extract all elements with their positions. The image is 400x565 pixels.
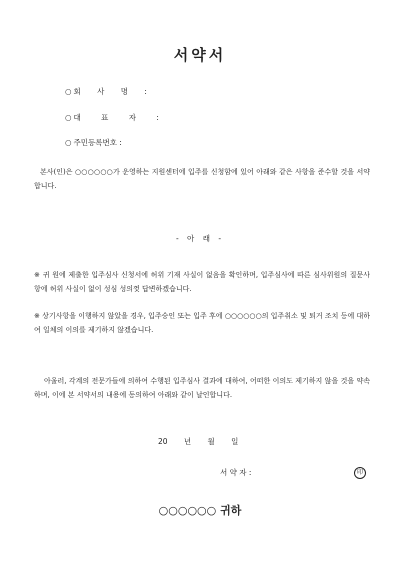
field-bullet: ○ bbox=[65, 138, 72, 147]
field-bullet: ○ bbox=[65, 87, 72, 96]
field-label: 회 사 명 : bbox=[73, 87, 154, 96]
section-heading: - 아 래 - bbox=[175, 234, 225, 243]
field-label: 주민등록번호 : bbox=[73, 138, 122, 147]
field-bullet: ○ bbox=[65, 113, 72, 122]
resident-number-field bbox=[65, 137, 122, 148]
seal-icon: 印 bbox=[354, 467, 366, 479]
pledge-item: ※ 귀 원에 제출한 입주심사 신청서에 허위 기재 사실이 없음을 확인하며, 입주심사에 따른 심사위원의 질문사항에 허위 사실이 없이 성심 성의껏 답변하겠습니다. bbox=[34, 271, 370, 293]
representative-field bbox=[65, 112, 168, 123]
field-label: 대 표 자 : bbox=[73, 113, 168, 122]
date-line: 20 년 월 일 bbox=[158, 437, 239, 446]
intro-paragraph: 본사(인)은 ○○○○○○가 운영하는 지원센터에 입주를 신청함에 있어 아래와 같은 사항을 준수할 것을 서약합니다. bbox=[34, 168, 370, 190]
addressee: ○○○○○○ 귀하 bbox=[158, 504, 242, 517]
closing-paragraph: 아울러, 각계의 전문가들에 의하여 수행된 입주심사 결과에 대하여, 어떠한 이의도 제기하지 않을 것을 약속하며, 이에 본 서약서의 내용에 동의하여 아래와 같이 날인합니다. bbox=[34, 377, 370, 399]
document-title: 서약서 bbox=[173, 46, 227, 64]
signer-label: 서 약 자 : bbox=[220, 468, 252, 477]
company-name-field bbox=[65, 86, 154, 97]
pledge-item: ※ 상기사항을 이행하지 않았을 경우, 입주승인 또는 입주 후에 ○○○○○○의 입주취소 및 퇴거 조치 등에 대하여 일체의 이의를 제기하지 않겠습니다. bbox=[34, 312, 370, 334]
